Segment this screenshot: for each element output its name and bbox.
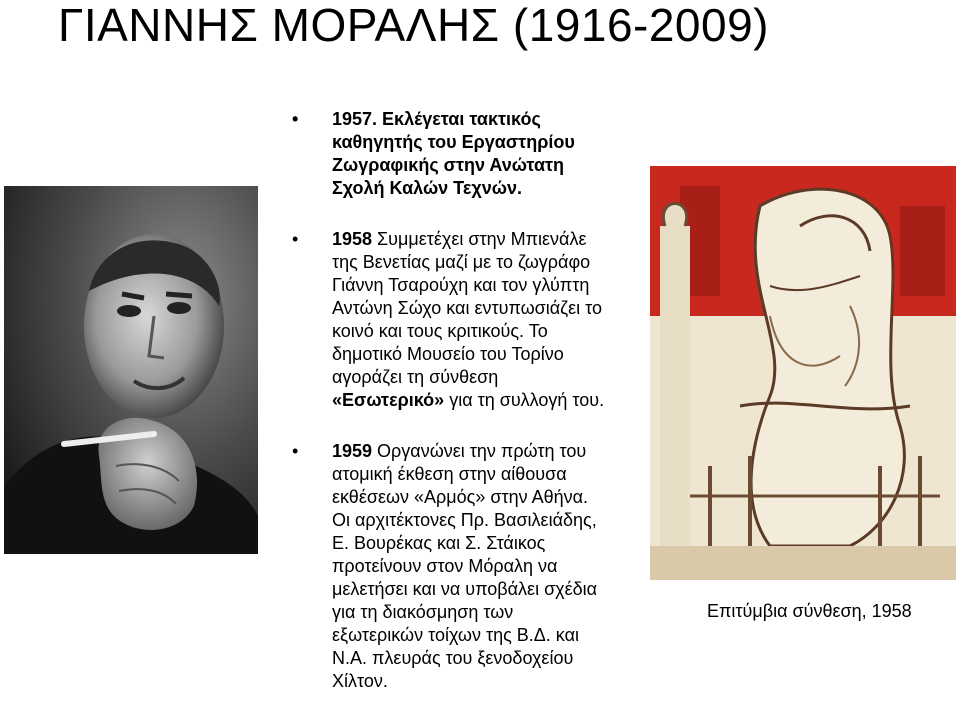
line: Σχολή Καλών Τεχνών. (332, 178, 522, 198)
line: καθηγητής του Εργαστηρίου (332, 132, 575, 152)
bullet-icon: • (292, 229, 299, 249)
year-label: 1959 (332, 441, 373, 461)
artwork-title: «Εσωτερικό» (332, 390, 445, 410)
line: Χίλτον. (332, 671, 388, 691)
painting-illustration (650, 166, 956, 580)
painting-image (650, 166, 956, 580)
line: 1957. Εκλέγεται τακτικός (332, 109, 541, 129)
list-item-1957 (286, 108, 646, 200)
line: της Βενετίας μαζί με το ζωγράφο (332, 252, 591, 272)
line: προτείνουν στον Μόραλη να (332, 556, 558, 576)
line: Αντώνη Σώχο και εντυπωσιάζει το (332, 298, 602, 318)
line: για τη συλλογή του. (444, 390, 605, 410)
line: για τη διακόσμηση των (332, 602, 514, 622)
line: ατομική έκθεση στην αίθουσα (332, 464, 567, 484)
line: κοινό και τους κριτικούς. Το (332, 321, 548, 341)
line: Οι αρχιτέκτονες Πρ. Βασιλειάδης, (332, 510, 597, 530)
line: αγοράζει τη σύνθεση (332, 367, 499, 387)
list-item-1958 (286, 228, 646, 412)
painting-caption: Επιτύμβια σύνθεση, 1958 (707, 601, 912, 621)
line: μελετήσει και να υποβάλει σχέδια (332, 579, 598, 599)
line: Ν.Α. πλευράς του ξενοδοχείου (332, 648, 574, 668)
page-title: ΓΙΑΝΝΗΣ ΜΟΡΑΛΗΣ (1916-2009) (58, 0, 770, 51)
line: Ε. Βουρέκας και Σ. Στάικος (332, 533, 546, 553)
bullet-icon: • (292, 109, 299, 129)
line: δημοτικό Μουσείο του Τορίνο (332, 344, 564, 364)
line: Οργανώνει την πρώτη του (372, 441, 587, 461)
line: Ζωγραφικής στην Ανώτατη (332, 155, 565, 175)
bullet-list (286, 108, 646, 693)
portrait-photo (4, 186, 258, 554)
line: εξωτερικών τοίχων της Β.Δ. και (332, 625, 579, 645)
line: εκθέσεων «Αρμός» στην Αθήνα. (332, 487, 589, 507)
list-item-1959 (286, 440, 646, 693)
line: Γιάννη Τσαρούχη και τον γλύπτη (332, 275, 590, 295)
portrait-illustration (4, 186, 258, 554)
bullet-icon: • (292, 441, 299, 461)
text-column (286, 108, 646, 715)
year-label: 1958 (332, 229, 373, 249)
line: Συμμετέχει στην Μπιενάλε (372, 229, 587, 249)
